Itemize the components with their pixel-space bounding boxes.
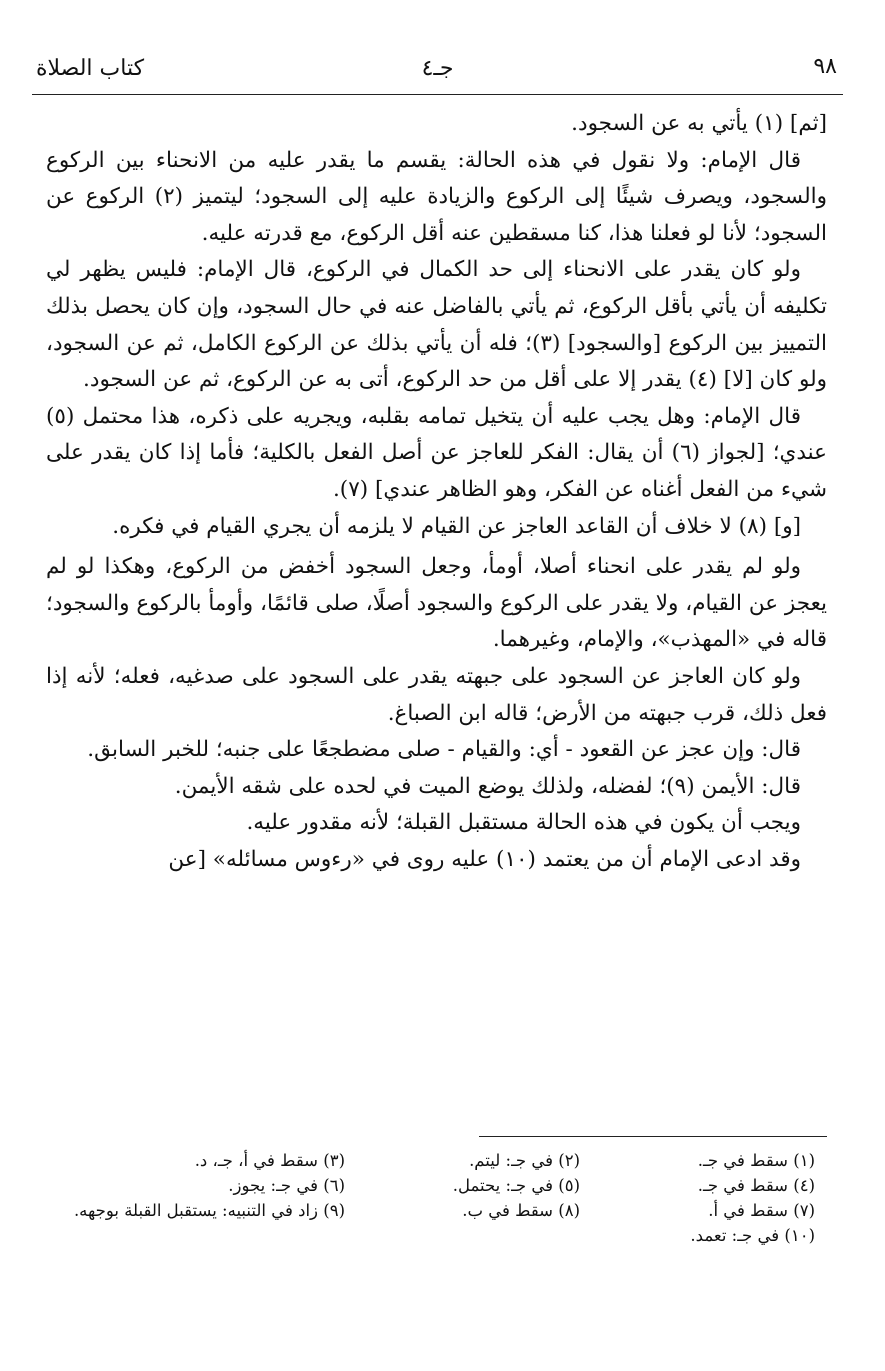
footnote: (١) سقط في جـ. [697,1151,815,1170]
volume-number: جـ٤ [421,56,454,81]
page-number: ٩٨ [813,54,837,79]
footnote-row [110,1173,815,1198]
paragraph: ولو كان العاجز عن السجود على جبهته يقدر على السجود على صدغيه، فعله؛ لأنه إذا فعل ذلك، قرب جبهته من الأرض؛ قاله ابن الصباغ. [46,663,827,726]
footnote: (١٠) في جـ: تعمد. [690,1226,815,1245]
footnote: (٤) سقط في جـ. [697,1176,815,1195]
footnote: (٢) في جـ: ليتم. [469,1151,580,1170]
running-header [32,52,843,92]
paragraph: ولو لم يقدر على انحناء أصلا، أومأ، وجعل السجود أخفض من الركوع، وهكذا لو لم يعجز عن القيام، ولا يقدر على الركوع والسجود أصلًا، صلى قائمًا، وأومأ بالركوع والسجود؛ قاله في «المهذب»، والإمام، وغيرهما. [46,554,827,653]
paragraph: ولو كان يقدر على الانحناء إلى حد الكمال في الركوع، قال الإمام: فليس يظهر لي تكليفه أن يأتي بأقل الركوع، ثم يأتي بالفاضل عنه في حال السجود، وإن كان يحصل بذلك التمييز بين الركوع [والسجود] (٣)؛ فله أن يأتي بذلك عن الركوع الكامل، ثم عن السجود، ولو كان [لا] (٤) يقدر إلا على أقل من حد الركوع، أتى به عن الركوع، ثم عن السجود. [46,257,828,393]
footnote: (٦) في جـ: يجوز. [228,1176,345,1195]
footnote: (٨) سقط في ب. [462,1201,580,1220]
main-text [46,106,827,878]
paragraph: وقد ادعى الإمام أن من يعتمد (١٠) عليه روى في «رءوس مسائله» [عن [168,846,801,872]
paragraph: قال: وإن عجز عن القعود - أي: والقيام - صلى مضطجعًا على جنبه؛ للخبر السابق. [87,737,801,763]
footnote-divider [479,1136,827,1137]
footnote: (٣) سقط في أ، جـ، د. [194,1151,345,1170]
footnote: (٥) في جـ: يحتمل. [452,1176,580,1195]
paragraph: ويجب أن يكون في هذه الحالة مستقبل القبلة؛ لأنه مقدور عليه. [246,810,801,836]
footnote-row [73,1198,815,1223]
footnote: (٧) سقط في أ. [708,1201,815,1220]
book-title: كتاب الصلاة [36,56,145,81]
paragraph: قال الإمام: ولا نقول في هذه الحالة: يقسم ما يقدر عليه من الانحناء بين الركوع والسجود، ويصرف شيئًا إلى الركوع والزيادة عليه إلى السجود؛ ليتميز (٢) الركوع عن السجود؛ لأنا لو فعلنا هذا، كنا مسقطين عنه أقل الركوع، مع قدرته عليه. [46,147,827,246]
footnotes [73,1148,815,1248]
paragraph: قال الإمام: وهل يجب عليه أن يتخيل تمامه بقلبه، ويجريه على ذكره، هذا محتمل (٥) عندي؛ [لجواز (٦) أن يقال: الفكر للعاجز عن أصل الفعل بالكلية؛ فأما إذا كان يقدر على شيء من الفعل أغناه عن الفكر، وهو الظاهر عندي] (٧). [46,403,827,502]
paragraph: [و] (٨) لا خلاف أن القاعد العاجز عن القيام لا يلزمه أن يجري القيام في فكره. [112,513,801,539]
footnote-row [110,1223,815,1248]
footnote-row [110,1148,815,1173]
paragraph: قال: الأيمن (٩)؛ لفضله، ولذلك يوضع الميت في لحده على شقه الأيمن. [174,773,801,799]
footnote: (٩) زاد في التنبيه: يستقبل القبلة بوجهه. [73,1201,345,1220]
paragraph: [ثم] (١) يأتي به عن السجود. [571,111,827,136]
header-divider [32,94,843,95]
